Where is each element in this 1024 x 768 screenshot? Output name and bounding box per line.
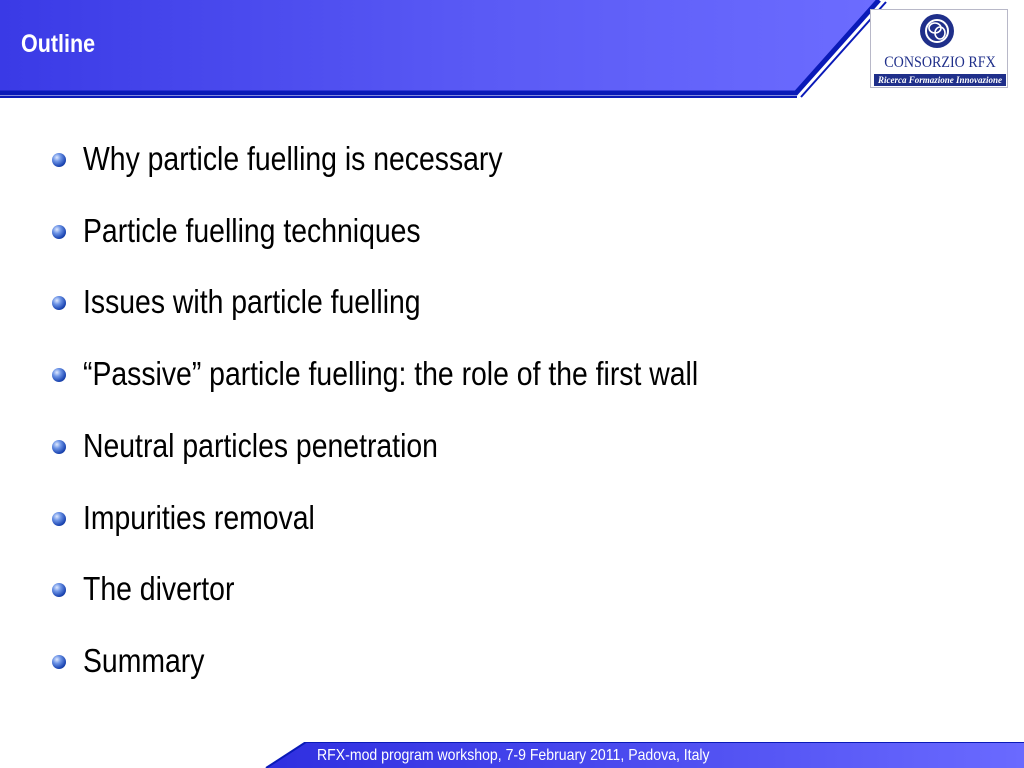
outline-item-text: Particle fuelling techniques bbox=[83, 212, 421, 249]
outline-item bbox=[52, 280, 952, 324]
outline-item bbox=[52, 209, 952, 253]
outline-item-text: The divertor bbox=[83, 570, 235, 607]
logo-name: CONSORZIO RFX bbox=[884, 54, 996, 71]
bullet-icon bbox=[52, 225, 66, 239]
outline-item-text: Summary bbox=[83, 642, 205, 679]
outline-item bbox=[52, 567, 952, 611]
outline-item-text: Issues with particle fuelling bbox=[83, 283, 421, 320]
outline-item bbox=[52, 137, 952, 181]
consorzio-emblem-icon bbox=[917, 11, 957, 51]
outline-item-text: Why particle fuelling is necessary bbox=[83, 140, 503, 177]
outline-item-text: “Passive” particle fuelling: the role of the first wall bbox=[83, 355, 699, 392]
bullet-icon bbox=[52, 583, 66, 597]
outline-item bbox=[52, 424, 952, 468]
logo-tagline: Ricerca Formazione Innovazione bbox=[874, 74, 1006, 86]
bullet-icon bbox=[52, 368, 66, 382]
outline-item bbox=[52, 639, 952, 683]
slide-title: Outline bbox=[21, 30, 96, 58]
bullet-icon bbox=[52, 296, 66, 310]
bullet-icon bbox=[52, 512, 66, 526]
outline-item-text: Neutral particles penetration bbox=[83, 427, 438, 464]
bullet-icon bbox=[52, 153, 66, 167]
outline-item-text: Impurities removal bbox=[83, 499, 315, 536]
bullet-icon bbox=[52, 655, 66, 669]
consorzio-rfx-logo bbox=[870, 9, 1008, 88]
footer-text: RFX-mod program workshop, 7-9 February 2011, Padova, Italy bbox=[317, 747, 710, 764]
outline-item bbox=[52, 352, 952, 396]
bullet-icon bbox=[52, 440, 66, 454]
outline-item bbox=[52, 496, 952, 540]
